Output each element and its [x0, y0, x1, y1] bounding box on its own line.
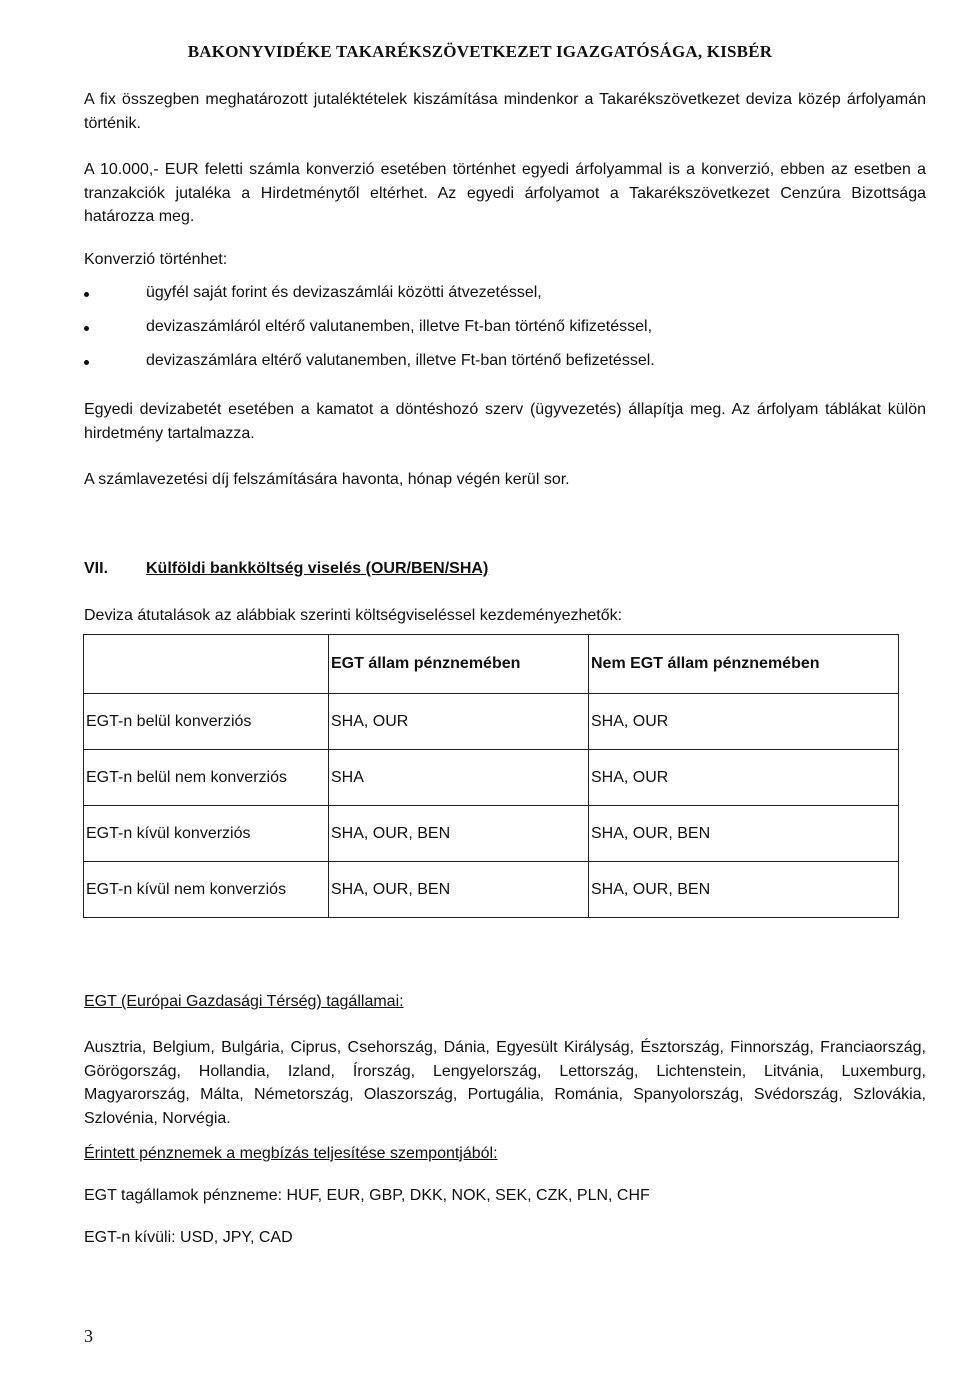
table-header-row: [84, 635, 899, 694]
table-cell: EGT-n belül nem konverziós: [84, 750, 329, 806]
cost-bearing-table: [83, 634, 899, 918]
table-row: [84, 806, 899, 862]
bullet-text: devizaszámláról eltérő valutanemben, illetve Ft-ban történő kifizetéssel,: [146, 318, 653, 335]
table-header-cell: EGT állam pénznemében: [329, 635, 589, 694]
conversion-intro: Konverzió történhet:: [84, 251, 228, 268]
conversion-rate-paragraph: A 10.000,- EUR feletti számla konverzió esetében történhet egyedi árfolyammal is a konverzió, ebben az esetben a tranzakciók jutaléka a Hirdetménytől eltérhet. Az egyedi árfolyamot a Takarékszövetkezet Cenzúra Bizottsága határozza meg.: [84, 161, 926, 225]
table-header-cell: Nem EGT állam pénznemében: [589, 635, 899, 694]
egt-currencies: EGT tagállamok pénzneme: HUF, EUR, GBP, DKK, NOK, SEK, CZK, PLN, CHF: [84, 1187, 650, 1204]
table-row: [84, 862, 899, 918]
bullet-dot-icon: [84, 316, 90, 338]
bullet-dot-icon: [84, 350, 90, 372]
page-header: BAKONYVIDÉKE TAKARÉKSZÖVETKEZET IGAZGATÓSÁGA, KISBÉR: [187, 42, 773, 61]
table-cell: SHA, OUR, BEN: [329, 806, 589, 862]
bullet-dot-icon: [84, 282, 90, 304]
fixed-commission-paragraph: A fix összegben meghatározott jutaléktételek kiszámítása mindenkor a Takarékszövetkezet deviza közép árfolyamán történik.: [84, 91, 926, 132]
currencies-heading: Érintett pénznemek a megbízás teljesítése szempontjából:: [84, 1145, 498, 1162]
account-fee-paragraph: A számlavezetési díj felszámítására havonta, hónap végén kerül sor.: [84, 471, 570, 488]
bullet-text: devizaszámlára eltérő valutanemben, illetve Ft-ban történő befizetéssel.: [146, 352, 655, 369]
non-egt-currencies: EGT-n kívüli: USD, JPY, CAD: [84, 1229, 293, 1246]
section-number: VII.: [84, 560, 109, 577]
table-cell: SHA, OUR, BEN: [589, 806, 899, 862]
table-cell: EGT-n kívül konverziós: [84, 806, 329, 862]
page-number: 3: [84, 1326, 93, 1346]
section-title: Külföldi bankköltség viselés (OUR/BEN/SHA): [146, 560, 489, 577]
table-cell: SHA, OUR, BEN: [589, 862, 899, 918]
table-cell: SHA: [329, 750, 589, 806]
table-header-cell: [84, 635, 329, 694]
table-row: [84, 750, 899, 806]
bullet-text: ügyfél saját forint és devizaszámlái közötti átvezetéssel,: [146, 284, 542, 301]
table-cell: SHA, OUR, BEN: [329, 862, 589, 918]
table-cell: EGT-n kívül nem konverziós: [84, 862, 329, 918]
section-intro: Deviza átutalások az alábbiak szerinti költségviseléssel kezdeményezhetők:: [84, 607, 623, 624]
table-row: [84, 694, 899, 750]
table-cell: SHA, OUR: [329, 694, 589, 750]
table-cell: EGT-n belül konverziós: [84, 694, 329, 750]
egt-countries-list: Ausztria, Belgium, Bulgária, Ciprus, Csehország, Dánia, Egyesült Királyság, Észtország, Finnország, Franciaország, Görögország, Hollandia, Izland, Írország, Lengyelország, Lettország, Lichtenstein, Litvánia, Luxemburg, Magyarország, Málta, Németország, Olaszország, Portugália, Románia, Spanyolország, Svédország, Szlovákia, Szlovénia, Norvégia.: [84, 1039, 926, 1127]
table-cell: SHA, OUR: [589, 694, 899, 750]
table-cell: SHA, OUR: [589, 750, 899, 806]
deposit-interest-paragraph: Egyedi devizabetét esetében a kamatot a döntéshozó szerv (ügyvezetés) állapítja meg. Az árfolyam táblákat külön hirdetmény tartalmazza.: [84, 401, 926, 442]
egt-members-heading: EGT (Európai Gazdasági Térség) tagállamai:: [84, 993, 404, 1010]
